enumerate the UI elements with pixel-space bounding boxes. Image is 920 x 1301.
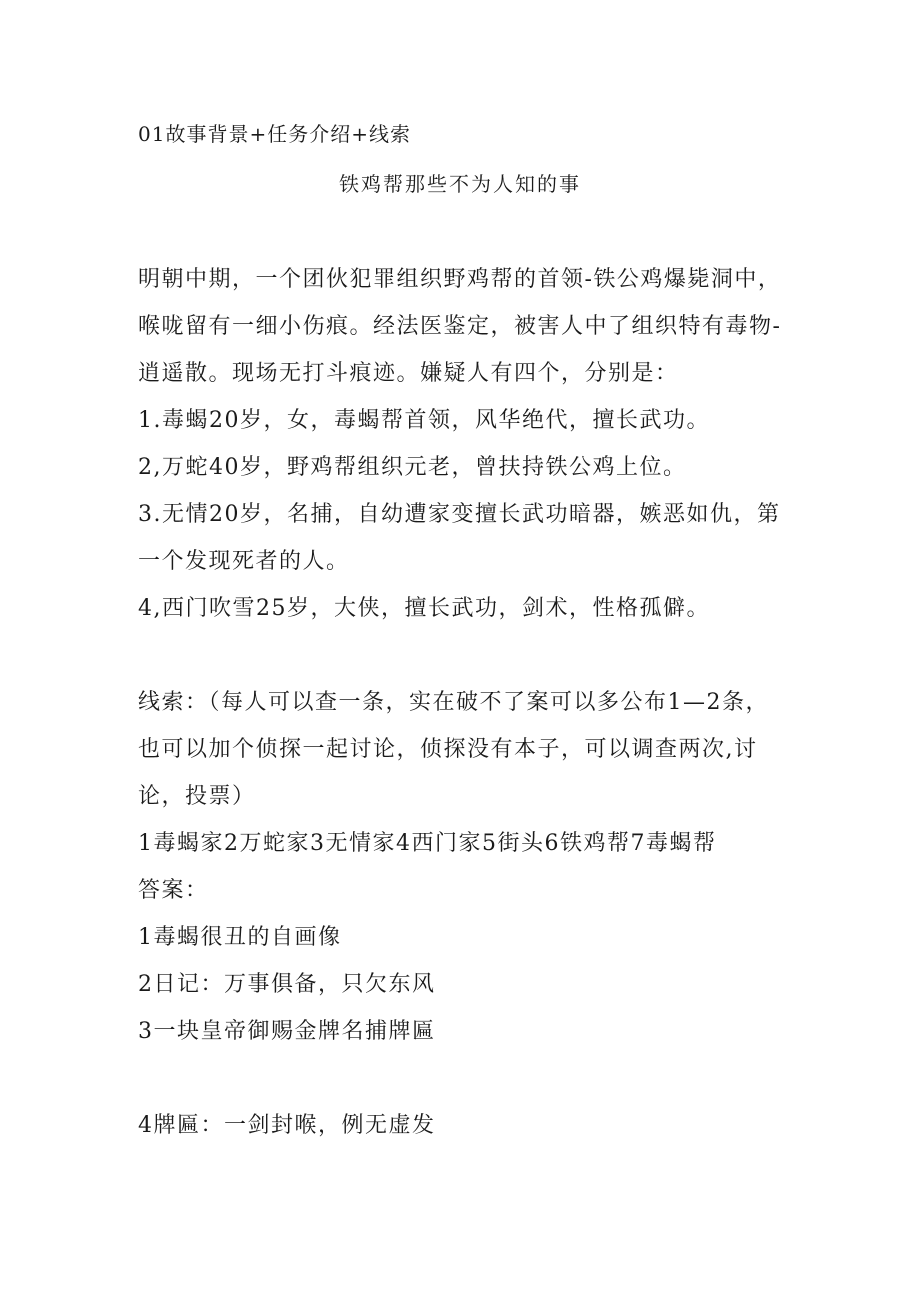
suspect-line: 1.毒蝎20岁，女，毒蝎帮首领，风华绝代，擅长武功。	[138, 408, 710, 433]
intro-line: 明朝中期，一个团伙犯罪组织野鸡帮的首领-铁公鸡爆毙洞中，	[138, 267, 782, 292]
answer-line: 4牌匾：一剑封喉，例无虚发	[138, 1113, 436, 1138]
document-body	[138, 256, 782, 1149]
story-title: 铁鸡帮那些不为人知的事	[339, 172, 581, 196]
suspect-line: 一个发现死者的人。	[138, 549, 350, 574]
answer-line: 1毒蝎很丑的自画像	[138, 925, 342, 950]
clues-intro-line: 也可以加个侦探一起讨论，侦探没有本子，可以调查两次,讨	[138, 737, 758, 762]
answers-label: 答案：	[138, 878, 209, 903]
paragraph-gap	[138, 1055, 778, 1102]
locations-line: 1毒蝎家2万蛇家3无情家4西门家5街头6铁鸡帮7毒蝎帮	[138, 831, 717, 856]
clues-intro-line: 论，投票）	[138, 784, 256, 809]
suspect-line: 2,万蛇40岁，野鸡帮组织元老，曾扶持铁公鸡上位。	[138, 455, 687, 480]
suspect-line: 4,西门吹雪25岁，大侠，擅长武功，剑术，性格孤僻。	[138, 596, 710, 621]
answer-line: 2日记：万事俱备，只欠东风	[138, 972, 436, 997]
section-heading: 01故事背景+任务介绍+线索	[138, 122, 411, 146]
answer-line: 3一块皇帝御赐金牌名捕牌匾	[138, 1019, 436, 1044]
paragraph-gap	[138, 632, 778, 679]
clues-intro-line: 线索：（每人可以查一条，实在破不了案可以多公布1—2条，	[138, 690, 769, 715]
intro-line: 逍遥散。现场无打斗痕迹。嫌疑人有四个，分别是：	[138, 361, 679, 386]
suspect-line: 3.无情20岁，名捕，自幼遭家变擅长武功暗器，嫉恶如仇，第	[138, 502, 781, 527]
intro-line: 喉咙留有一细小伤痕。经法医鉴定，被害人中了组织特有毒物-	[138, 314, 782, 339]
